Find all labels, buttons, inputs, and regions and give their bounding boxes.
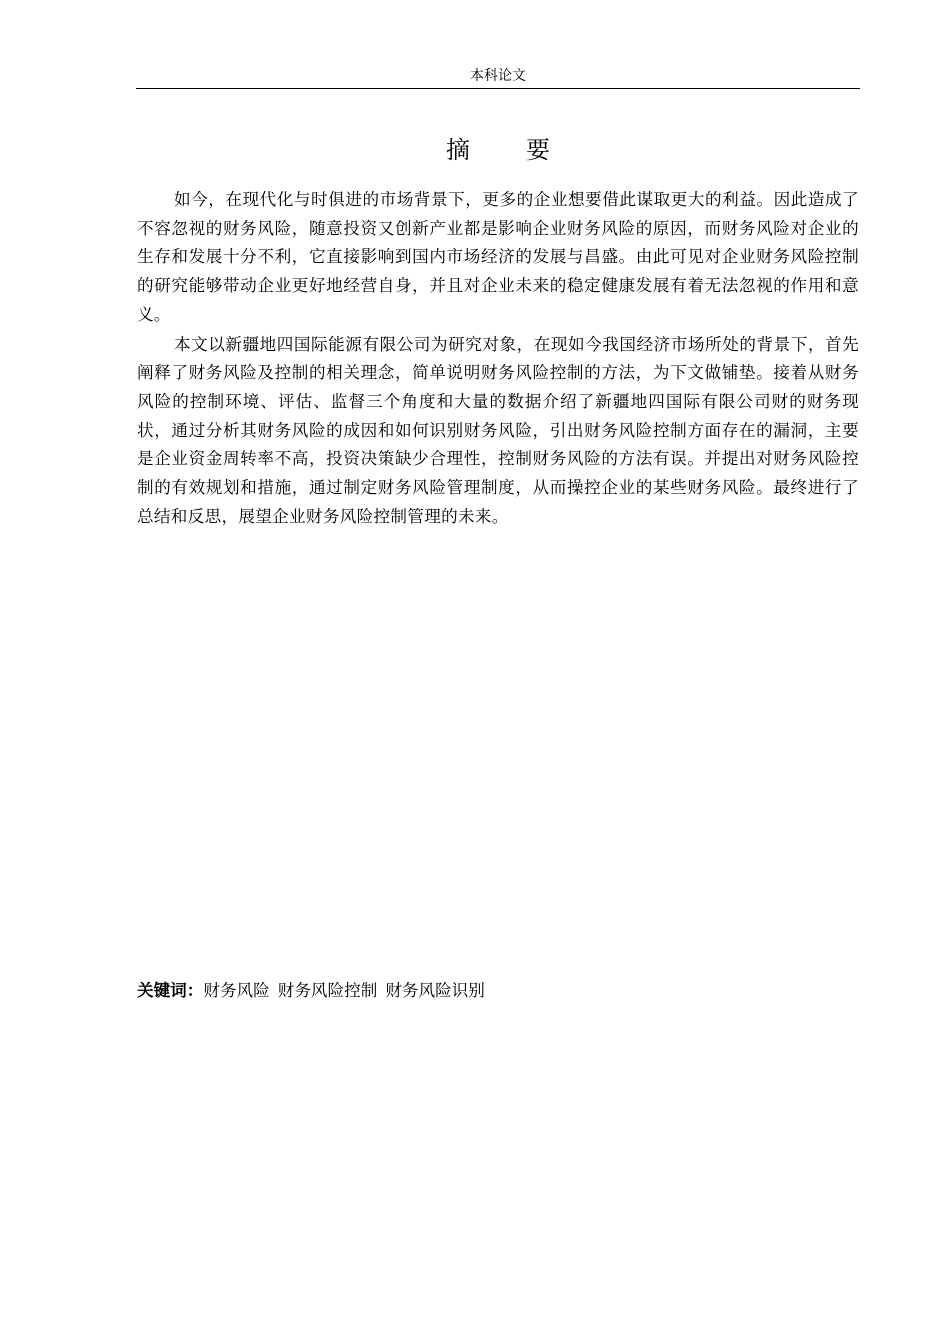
keyword-item: 财务风险识别 bbox=[385, 981, 485, 1000]
keyword-item: 财务风险控制 bbox=[277, 981, 378, 1000]
abstract-body bbox=[137, 186, 859, 532]
abstract-title: 摘 要 bbox=[446, 136, 566, 164]
abstract-paragraph-1: 如今，在现代化与时俱进的市场背景下，更多的企业想要借此谋取更大的利益。因此造成了不容忽视的财务风险，随意投资又创新产业都是影响企业财务风险的原因，而财务风险对企业的生存和发展十分不利，它直接影响到国内市场经济的发展与昌盛。由此可见对企业财务风险控制的研究能够带动企业更好地经营自身，并且对企业未来的稳定健康发展有着无法忽视的作用和意义。 bbox=[137, 190, 859, 324]
header-rule bbox=[136, 88, 860, 89]
keywords-label: 关键词： bbox=[137, 981, 204, 1000]
keyword-item: 财务风险 bbox=[203, 981, 270, 1000]
abstract-paragraph-2: 本文以新疆地四国际能源有限公司为研究对象，在现如今我国经济市场所处的背景下，首先阐释了财务风险及控制的相关理念，简单说明财务风险控制的方法，为下文做铺垫。接着从财务风险的控制环境、评估、监督三个角度和大量的数据介绍了新疆地四国际有限公司财的财务现状，通过分析其财务风险的成因和如何识别财务风险，引出财务风险控制方面存在的漏洞，主要是企业资金周转率不高，投资决策缺少合理性，控制财务风险的方法有误。并提出对财务风险控制的有效规划和措施，通过制定财务风险管理制度，从而操控企业的某些财务风险。最终进行了总结和反思，展望企业财务风险控制管理的未来。 bbox=[137, 334, 859, 526]
keywords-line bbox=[137, 977, 859, 1005]
running-header: 本科论文 bbox=[470, 68, 526, 84]
